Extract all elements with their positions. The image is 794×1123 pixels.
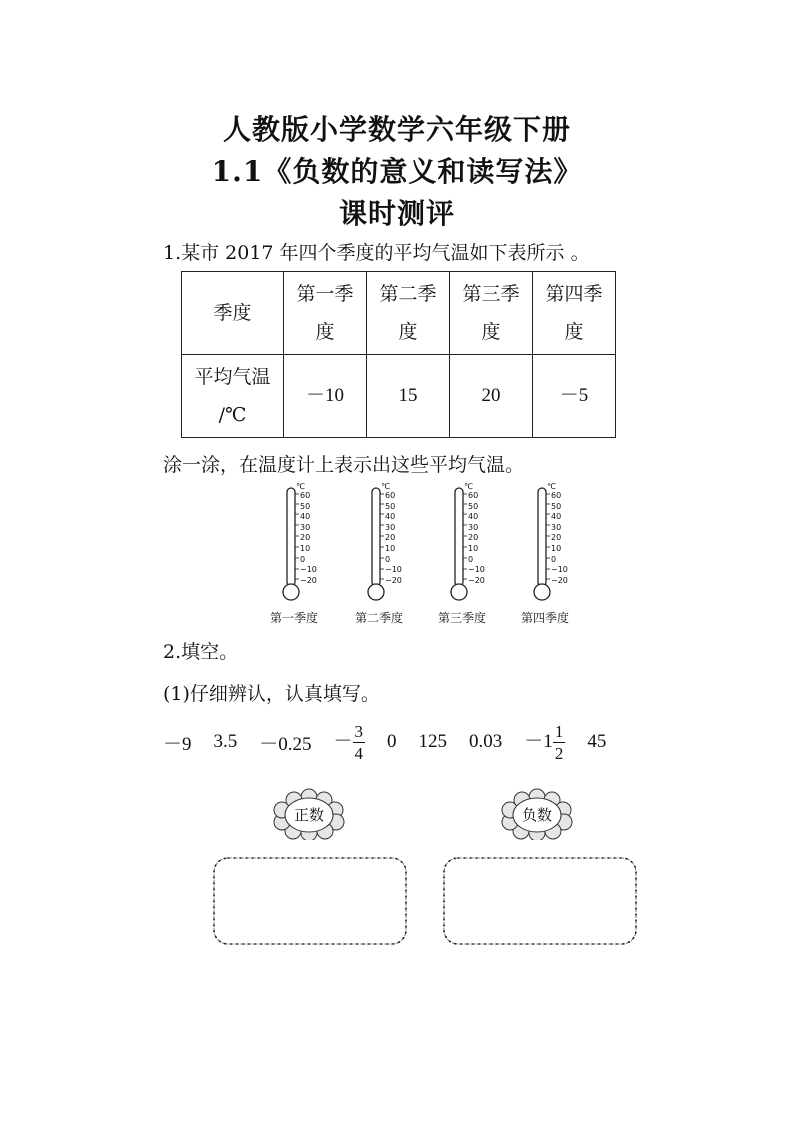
question-1-instruction: 涂一涂，在温度计上表示出这些平均气温。 — [163, 454, 525, 476]
thermometer-icon — [335, 482, 415, 607]
number-item: 45 — [587, 731, 607, 752]
positive-answer-box[interactable] — [211, 855, 409, 951]
number-item: － $\frac{3}{4}$ — [333, 721, 364, 763]
doc-title: 人教版小学数学六年级下册 — [222, 113, 571, 146]
number-list — [163, 712, 606, 772]
thermometer-unit: ℃ — [381, 482, 390, 491]
table-cell-value: 15 — [367, 355, 450, 438]
thermometer-scale: 60 50 40 30 20 10 0 −10 −20 — [551, 491, 568, 585]
lesson-title: 1.1《负数的意义和读写法》 — [211, 155, 583, 188]
dotted-frame-icon — [441, 855, 639, 947]
number-item: 0.03 — [469, 731, 503, 752]
number-item: －9 — [163, 733, 192, 755]
negative-flower-badge — [500, 788, 574, 840]
table-header-quarter: 季度 — [182, 272, 284, 355]
table-col-header: 第三季 度 — [450, 272, 533, 355]
number-item: －1 $\frac{1}{2}$ — [524, 721, 564, 763]
thermometer-scale: 60 50 40 30 20 10 0 −10 −20 — [468, 491, 485, 585]
thermometer-unit: ℃ — [296, 482, 305, 491]
table-cell-value: －5 — [533, 355, 616, 438]
thermometer-label: 第一季度 — [269, 611, 318, 625]
number-item: －0.25 — [259, 733, 312, 755]
thermometer-2[interactable] — [335, 482, 415, 625]
question-1-stem: 1.某市 2017 年四个季度的平均气温如下表所示 。 — [163, 242, 590, 264]
thermometer-label: 第二季度 — [354, 611, 403, 625]
temperature-table — [181, 271, 616, 438]
thermometer-icon — [418, 482, 498, 607]
table-cell-value: －10 — [284, 355, 367, 438]
thermometer-1[interactable] — [250, 482, 330, 625]
table-header-avg-temp: 平均气温 /℃ — [182, 355, 284, 438]
positive-flower-badge — [272, 788, 346, 840]
thermometer-icon — [250, 482, 330, 607]
table-row — [182, 272, 616, 355]
thermometer-3[interactable] — [418, 482, 498, 625]
assessment-title: 课时测评 — [338, 197, 455, 230]
flower-label: 负数 — [521, 806, 552, 824]
dotted-frame-icon — [211, 855, 409, 947]
thermometer-scale: 60 50 40 30 20 10 0 −10 −20 — [300, 491, 317, 585]
thermometer-label: 第三季度 — [437, 611, 486, 625]
thermometer-label: 第四季度 — [520, 611, 569, 625]
question-2-stem: 2.填空。 — [163, 641, 239, 663]
thermometer-4[interactable] — [501, 482, 581, 625]
table-cell-value: 20 — [450, 355, 533, 438]
thermometer-unit: ℃ — [547, 482, 556, 491]
table-col-header: 第二季 度 — [367, 272, 450, 355]
thermometer-icon — [501, 482, 581, 607]
table-row — [182, 355, 616, 438]
flower-label: 正数 — [293, 806, 324, 824]
number-item: 3.5 — [213, 731, 238, 752]
question-2-sub1: (1)仔细辨认，认真填写。 — [163, 683, 380, 705]
thermometer-scale: 60 50 40 30 20 10 0 −10 −20 — [385, 491, 402, 585]
thermometer-unit: ℃ — [464, 482, 473, 491]
table-col-header: 第四季 度 — [533, 272, 616, 355]
thermometer-group — [250, 482, 610, 632]
table-col-header: 第一季 度 — [284, 272, 367, 355]
number-item: 125 — [418, 731, 448, 752]
number-item: 0 — [387, 731, 397, 752]
negative-answer-box[interactable] — [441, 855, 639, 951]
